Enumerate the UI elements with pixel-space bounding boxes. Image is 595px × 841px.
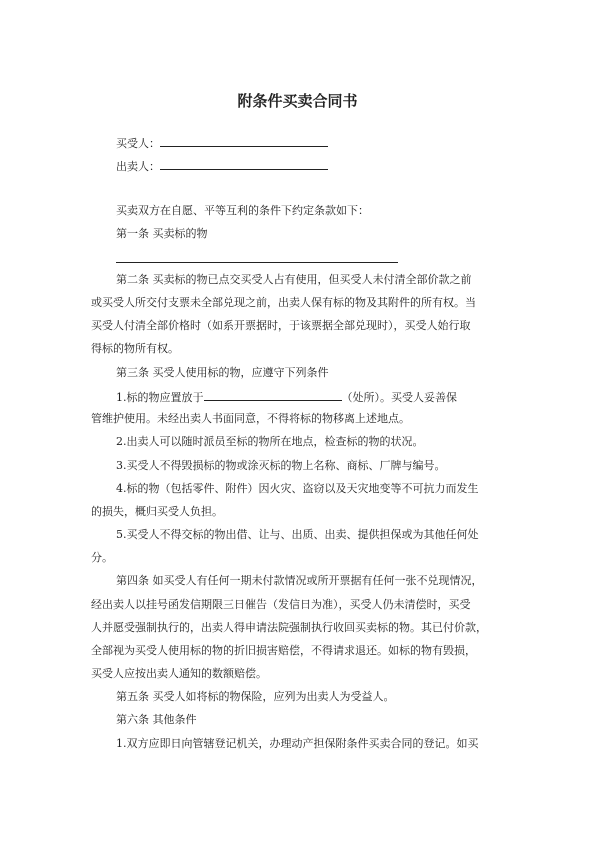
article-4-line-4: 全部视为买受人使用标的物的折旧损害赔偿，不得请求退还。如标的物有毁损， (91, 644, 476, 657)
article-2-line-1: 第二条 买卖标的物已点交买受人占有使用，但买受人未付清全部价款之前 (116, 273, 472, 286)
buyer-blank[interactable] (160, 134, 328, 147)
article-2-line-4: 得标的物所有权。 (91, 342, 179, 355)
intro-text: 买卖双方在自愿、平等互利的条件下约定条款如下： (116, 204, 369, 217)
article-4-line-1: 第四条 如买受人有任何一期未付款情况或所开票据有任何一张不兑现情况， (116, 574, 483, 587)
item-1-prefix: 1.标的物应置放于 (116, 391, 204, 404)
article-4-line-2: 经出卖人以挂号函发信期限三日催告（发信日为准），买受人仍未清偿时，买受 (91, 598, 471, 611)
article-5: 第五条 买受人如将标的物保险，应列为出卖人为受益人。 (116, 690, 395, 703)
buyer-line (116, 134, 328, 152)
article-1-blank[interactable] (116, 262, 398, 263)
item-1-suffix: （处所）。买受人妥善保 (341, 391, 457, 404)
article-4-line-3: 人并愿受强制执行的，出卖人得申请法院强制执行收回买卖标的物。其已付价款， (91, 621, 487, 634)
article-6-item-1: 1.双方应即日向管辖登记机关，办理动产担保附条件买卖合同的登记。如买 (116, 737, 479, 750)
article-6-heading: 第六条 其他条件 (116, 713, 197, 726)
seller-label: 出卖人： (116, 160, 160, 173)
article-3-item-3: 3.买受人不得毁损标的物或涂灭标的物上名称、商标、厂牌与编号。 (116, 459, 446, 472)
document-title: 附条件买卖合同书 (237, 92, 358, 110)
article-1-heading: 第一条 买卖标的物 (116, 227, 208, 240)
article-3-item-5-a: 5.买受人不得交标的物出借、让与、出质、出卖、提供担保或为其他任何处 (116, 528, 479, 541)
buyer-label: 买受人： (116, 137, 160, 150)
seller-blank[interactable] (160, 157, 328, 170)
article-3-item-2: 2.出卖人可以随时派员至标的物所在地点，检查标的物的状况。 (116, 435, 424, 448)
article-3-item-4-b: 的损失，概归买受人负担。 (91, 505, 223, 518)
location-blank[interactable] (204, 388, 342, 401)
article-3-heading: 第三条 买受人使用标的物，应遵守下列条件 (116, 366, 329, 379)
article-3-item-5-b: 分。 (91, 551, 113, 564)
article-2-line-2: 或买受人所交付支票未全部兑现之前，出卖人保有标的物及其附件的所有权。当 (91, 296, 476, 309)
article-3-item-1 (116, 388, 457, 406)
article-3-item-1-cont: 管维护使用。未经出卖人书面同意，不得将标的物移离上述地点。 (91, 412, 410, 425)
seller-line (116, 157, 328, 175)
article-4-line-5: 买受人应按出卖人通知的数额赔偿。 (91, 667, 267, 680)
article-3-item-4-a: 4.标的物（包括零件、附件）因火灾、盗窃以及天灾地变等不可抗力而发生 (116, 482, 479, 495)
article-2-line-3: 买受人付清全部价格时（如系开票据时，于该票据全部兑现时），买受人始行取 (91, 319, 471, 332)
